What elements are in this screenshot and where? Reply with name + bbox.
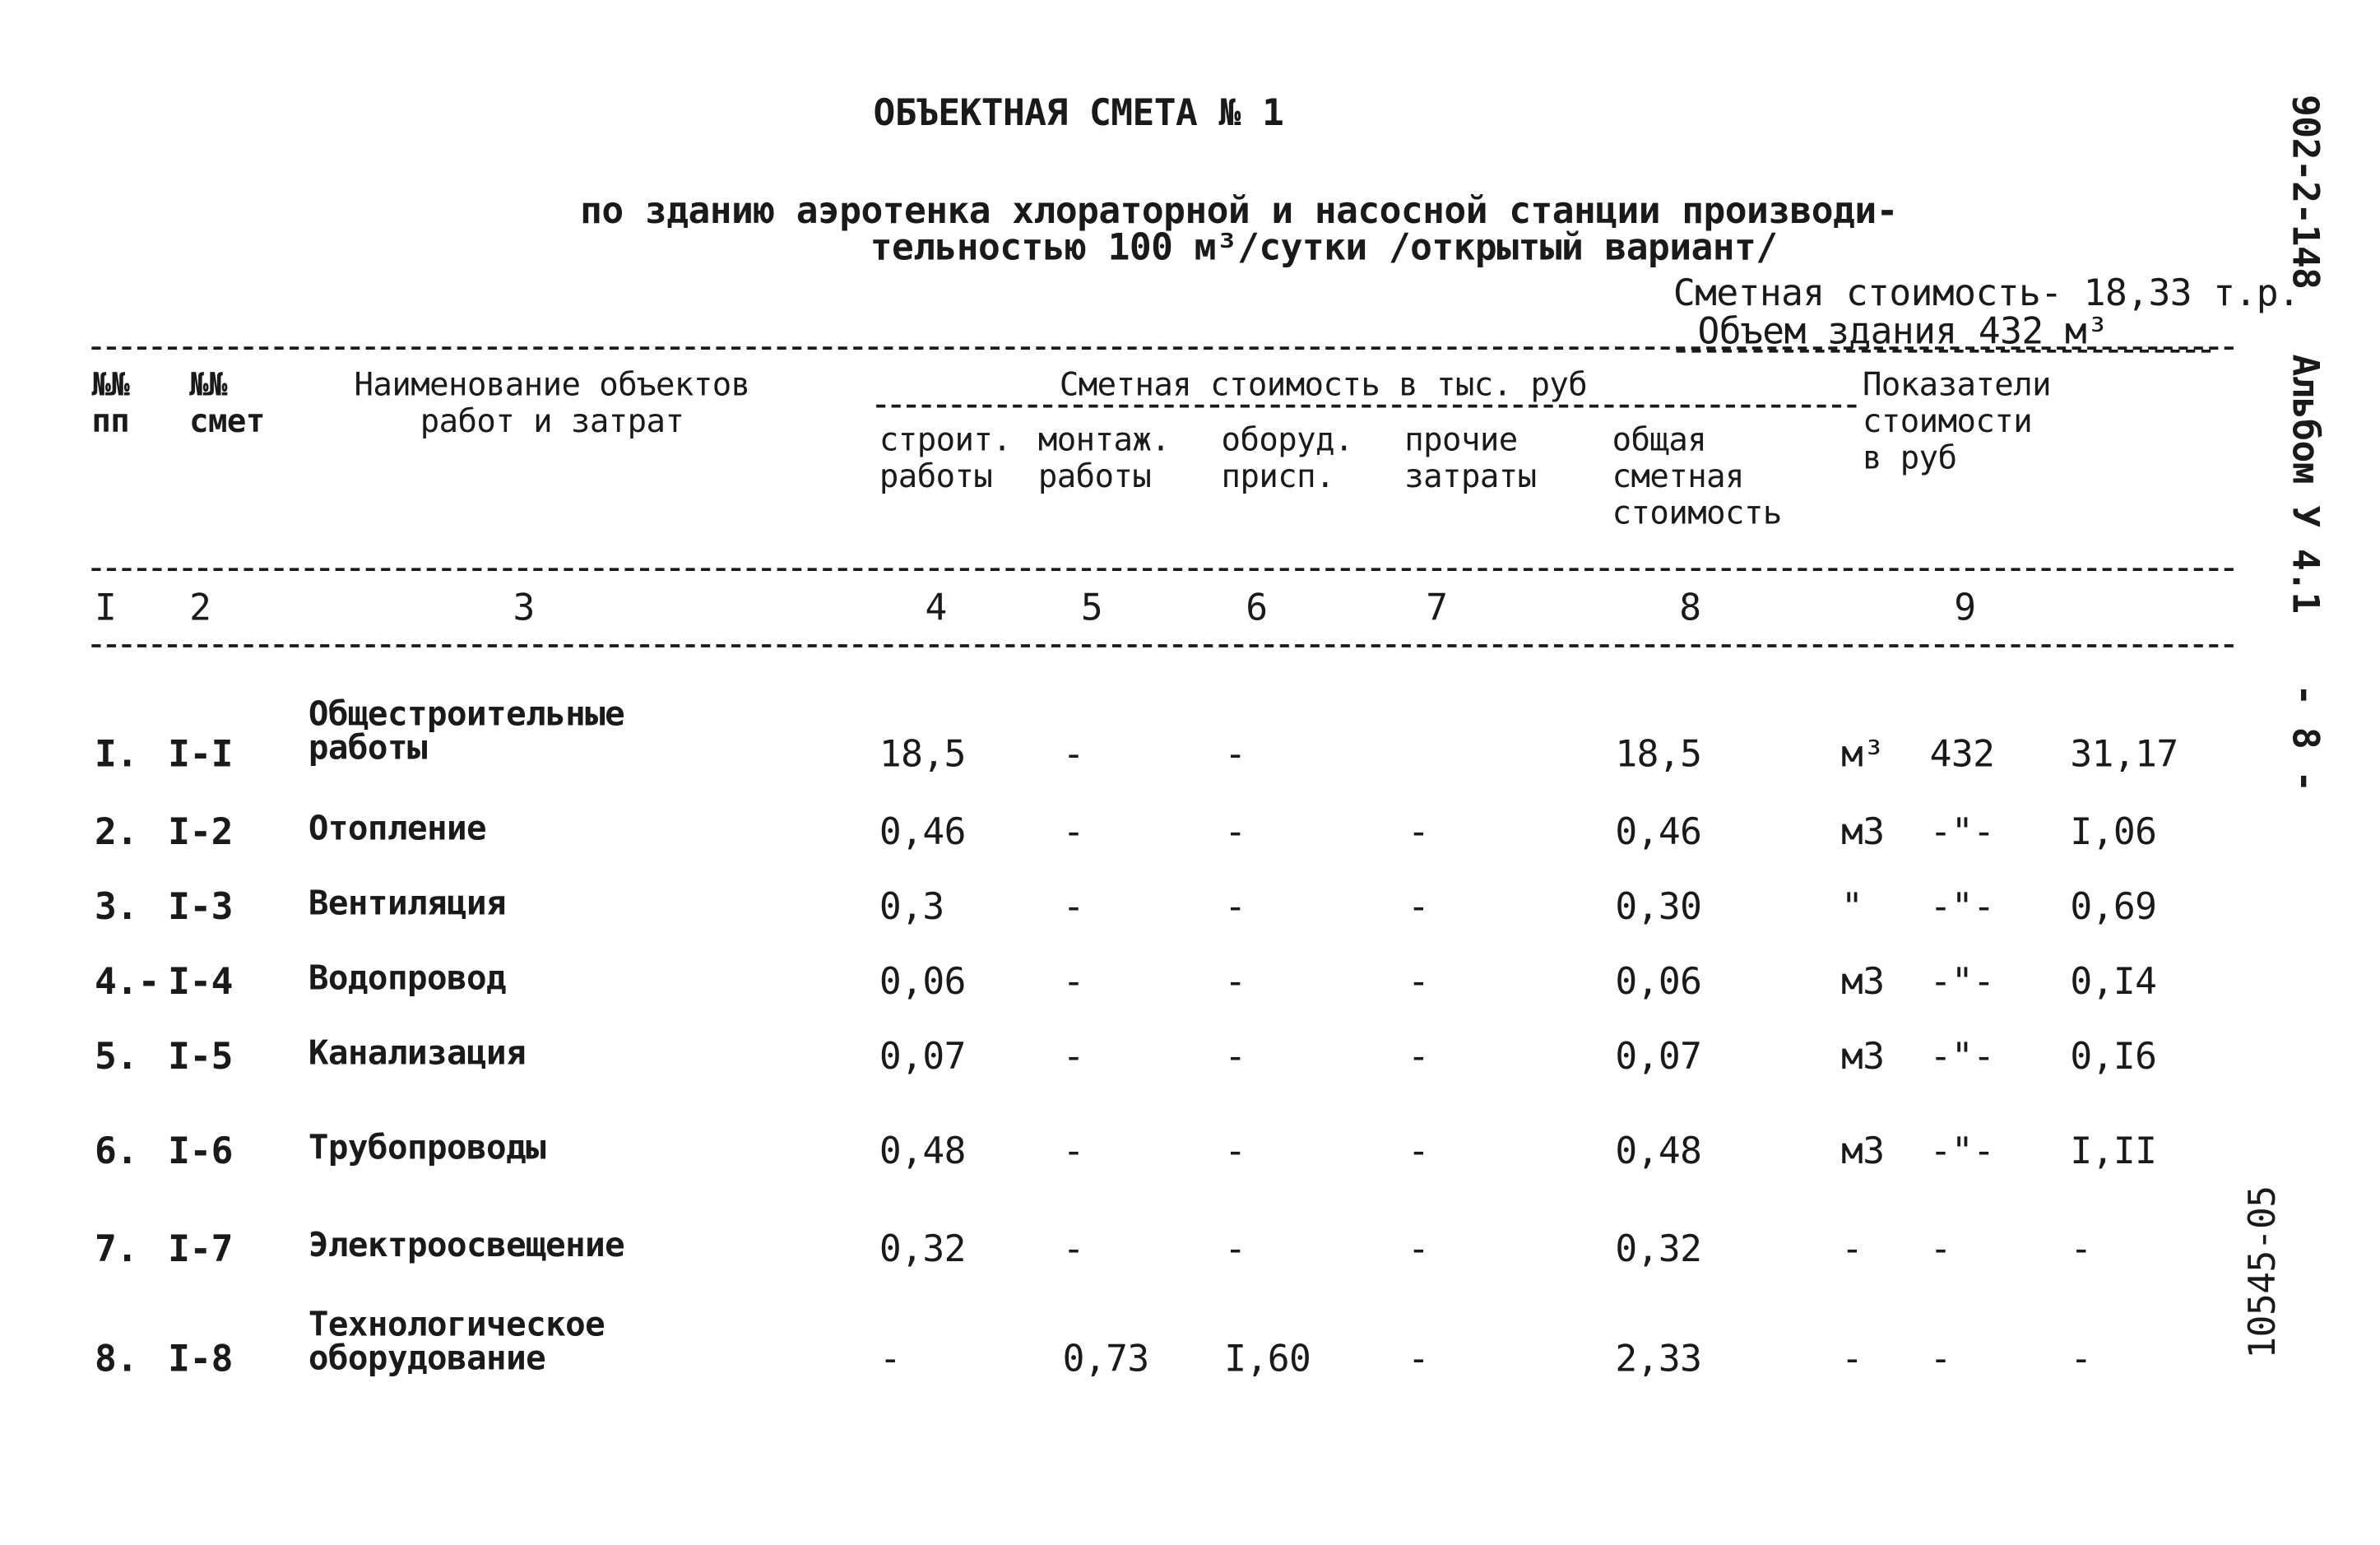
header-oborud: оборуд. присп. [1221,421,1353,495]
row-unit: м3 [1840,810,1885,854]
row-estimate-number: I-7 [168,1227,233,1270]
document-title: ОБЪЕКТНАЯ СМЕТА № 1 [873,91,1284,135]
row-number: I. [95,732,138,776]
column-number: 2 [189,586,211,629]
row-unit: " [1840,885,1863,929]
column-number: 4 [925,586,947,629]
row-stroit-value: 0,48 [879,1130,966,1173]
row-stroit-value: 18,5 [879,732,966,776]
row-stroit-value: - [879,1337,902,1380]
row-total-value: 0,30 [1615,885,1702,929]
row-indicator-value: I,06 [2070,810,2157,854]
row-stroit-value: 0,32 [879,1227,966,1270]
row-montazh-value: - [1062,810,1084,854]
row-indicator-value: - [2070,1337,2092,1380]
row-unit: м3 [1840,1035,1885,1079]
row-qty: - [1929,1337,1951,1380]
row-unit: - [1840,1337,1863,1380]
row-estimate-number: I-8 [168,1337,233,1380]
row-stroit-value: 0,46 [879,810,966,854]
row-name: Электроосвещение [308,1227,625,1266]
building-volume: Объем здания 432 м³ [1697,309,2109,353]
row-montazh-value: - [1062,1035,1084,1079]
header-top-rule [91,346,2234,350]
header-cost-group-rule [876,405,1856,408]
volume-underline [1677,350,2211,353]
row-estimate-number: I-I [168,732,233,776]
column-number: 5 [1080,586,1103,629]
row-qty: 432 [1929,732,1995,776]
row-oborud-value: - [1224,960,1246,1004]
header-stroit: строит. работы [879,421,1012,495]
row-total-value: 2,33 [1615,1337,1702,1380]
row-indicator-value: - [2070,1227,2092,1270]
row-qty: -"- [1929,1035,1995,1079]
header-bottom-rule [91,644,2234,647]
estimated-cost: Сметная стоимость- 18,33 т.р. [1672,271,2300,315]
row-montazh-value: - [1062,1130,1084,1173]
row-stroit-value: 0,3 [879,885,944,929]
row-indicator-value: 0,I6 [2070,1035,2157,1079]
row-prochie-value: - [1407,960,1430,1004]
row-name: Отопление [308,810,487,849]
row-number: 4.- [95,960,160,1004]
row-estimate-number: I-6 [168,1130,233,1173]
row-indicator-value: 31,17 [2070,732,2178,776]
row-name: Трубопроводы [308,1130,546,1168]
column-number: 9 [1954,586,1976,629]
row-qty: -"- [1929,960,1995,1004]
row-unit: м3 [1840,960,1885,1004]
row-prochie-value: - [1407,1337,1430,1380]
row-number: 5. [95,1035,138,1079]
header-mid-rule [91,568,2234,571]
row-unit: м3 [1840,1130,1885,1173]
row-prochie-value: - [1407,1227,1430,1270]
row-number: 7. [95,1227,138,1270]
row-prochie-value: - [1407,1130,1430,1173]
row-montazh-value: 0,73 [1062,1337,1149,1380]
row-qty: - [1929,1227,1951,1270]
row-total-value: 0,46 [1615,810,1702,854]
row-name: Общестроительные работы [308,696,625,768]
row-estimate-number: I-4 [168,960,233,1004]
header-indicators: Показатели стоимости в руб [1862,366,2052,476]
row-number: 8. [95,1337,138,1380]
row-prochie-value: - [1407,1035,1430,1079]
header-obshchaya: общая сметная стоимость [1612,421,1782,531]
row-indicator-value: 0,I4 [2070,960,2157,1004]
row-name: Водопровод [308,960,507,999]
header-montazh: монтаж. работы [1037,421,1171,495]
row-estimate-number: I-5 [168,1035,233,1079]
row-indicator-value: I,II [2070,1130,2157,1173]
row-name: Вентиляция [308,885,507,924]
row-unit: м³ [1840,732,1885,776]
side-document-number: 10545-05 [2241,1185,2285,1359]
row-montazh-value: - [1062,885,1084,929]
row-total-value: 0,07 [1615,1035,1702,1079]
row-estimate-number: I-3 [168,885,233,929]
header-prochie: прочие затраты [1404,421,1537,495]
row-total-value: 0,06 [1615,960,1702,1004]
row-number: 3. [95,885,138,929]
column-number: 8 [1679,586,1701,629]
row-oborud-value: - [1224,732,1246,776]
row-number: 2. [95,810,138,854]
row-qty: -"- [1929,810,1995,854]
side-code: 902-2-148 [2284,95,2327,290]
header-cost-group: Сметная стоимость в тыс. руб [1059,366,1588,403]
row-estimate-number: I-2 [168,810,233,854]
row-number: 6. [95,1130,138,1173]
column-number: I [95,586,117,629]
header-name: Наименование объектов работ и затрат [354,366,750,440]
row-unit: - [1840,1227,1863,1270]
row-oborud-value: - [1224,1130,1246,1173]
row-oborud-value: - [1224,1035,1246,1079]
header-num-smet: №№ смет [189,366,265,440]
row-oborud-value: - [1224,1227,1246,1270]
row-indicator-value: 0,69 [2070,885,2157,929]
row-prochie-value: - [1407,810,1430,854]
side-album: Альбом У 4.1 [2284,354,2327,614]
subtitle-line-1: по зданию аэротенка хлораторной и насосной станции производи- [580,189,1898,233]
row-montazh-value: - [1062,732,1084,776]
row-stroit-value: 0,06 [879,960,966,1004]
column-number: 3 [513,586,535,629]
header-num-pp: №№ пп [91,366,130,440]
side-page-number: - 8 - [2284,684,2327,792]
row-stroit-value: 0,07 [879,1035,966,1079]
row-montazh-value: - [1062,1227,1084,1270]
row-total-value: 18,5 [1615,732,1702,776]
row-qty: -"- [1929,885,1995,929]
row-qty: -"- [1929,1130,1995,1173]
column-number: 6 [1246,586,1268,629]
row-name: Канализация [308,1035,527,1074]
row-oborud-value: - [1224,885,1246,929]
row-prochie-value: - [1407,885,1430,929]
row-montazh-value: - [1062,960,1084,1004]
row-oborud-value: I,60 [1224,1337,1311,1380]
row-name: Технологическое оборудование [308,1306,605,1379]
row-total-value: 0,48 [1615,1130,1702,1173]
row-total-value: 0,32 [1615,1227,1702,1270]
column-number: 7 [1426,586,1448,629]
row-oborud-value: - [1224,810,1246,854]
subtitle-line-2: тельностью 100 м³/сутки /открытый вариант/ [870,225,1778,269]
